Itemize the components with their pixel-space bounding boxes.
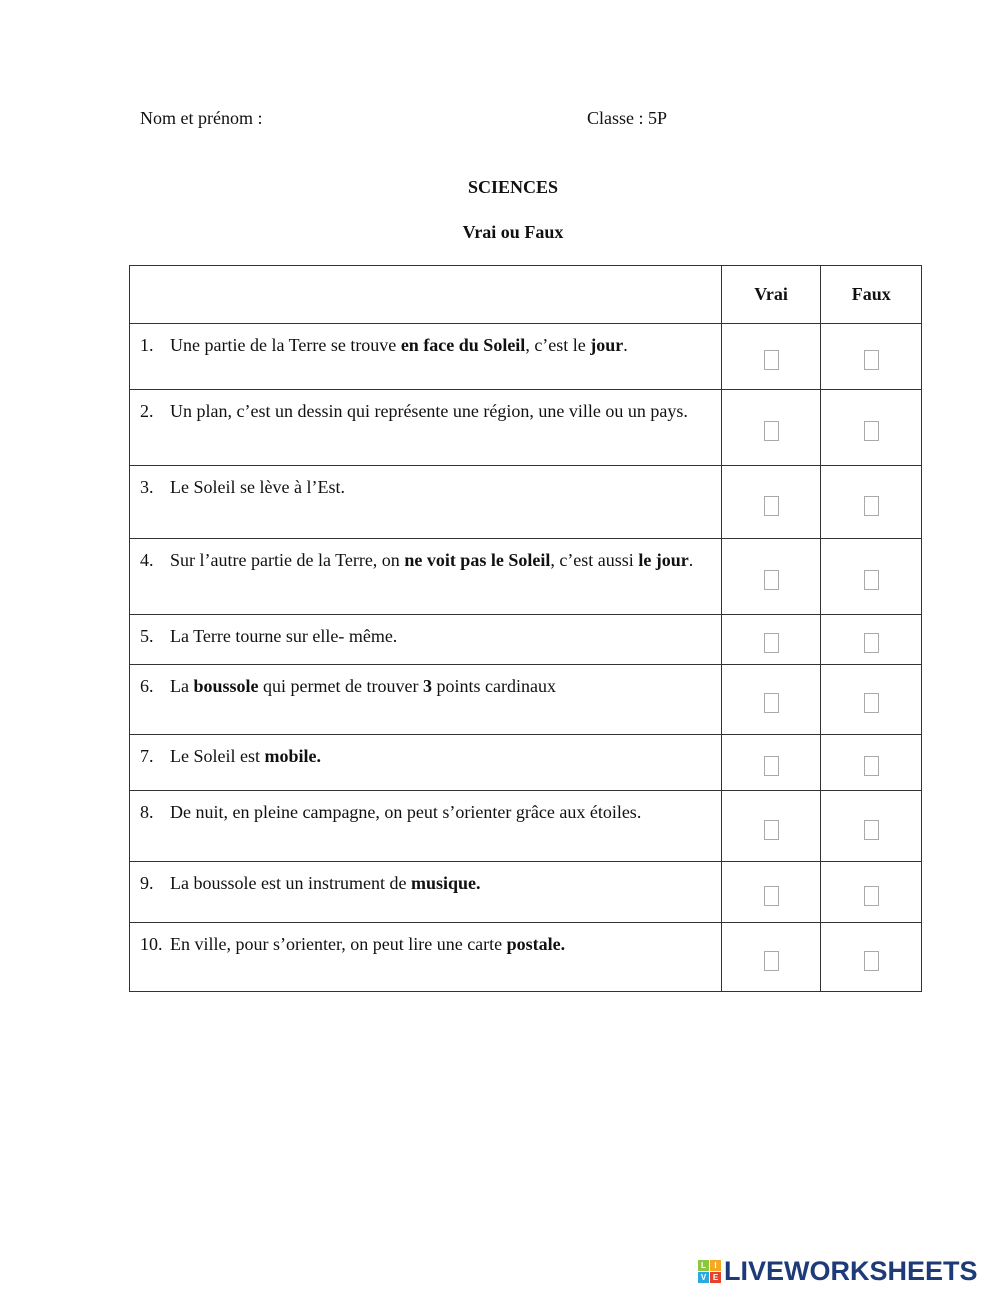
vrai-cell	[721, 615, 821, 665]
statement-number: 3.	[140, 477, 154, 497]
page-subtitle: Vrai ou Faux	[462, 222, 564, 242]
text: .	[623, 335, 628, 355]
table-row	[130, 862, 922, 923]
header-faux: Faux	[821, 266, 922, 324]
vrai-checkbox[interactable]	[764, 496, 779, 516]
class-label: Classe : 5P	[587, 108, 668, 128]
logo-cube-letter: L	[698, 1260, 709, 1271]
statement-cell	[130, 466, 722, 539]
bold-text: musique.	[410, 873, 481, 893]
bold-text: boussole	[193, 676, 259, 696]
vrai-checkbox[interactable]	[764, 350, 779, 370]
statement-text	[170, 547, 700, 574]
vrai-checkbox[interactable]	[764, 951, 779, 971]
faux-checkbox[interactable]	[864, 951, 879, 971]
statement-cell	[130, 923, 722, 992]
statement-text	[170, 474, 700, 501]
text: , c’est aussi	[550, 550, 639, 570]
vrai-checkbox[interactable]	[764, 820, 779, 840]
faux-checkbox[interactable]	[864, 693, 879, 713]
faux-cell	[821, 324, 922, 390]
statement-number: 8.	[140, 802, 154, 822]
statement-text	[170, 743, 700, 770]
vrai-cell	[721, 923, 821, 992]
faux-cell	[821, 665, 922, 735]
vrai-checkbox[interactable]	[764, 756, 779, 776]
text: Un plan, c’est un dessin qui représente une région, une ville ou un pays.	[170, 401, 688, 421]
statement-cell	[130, 735, 722, 791]
faux-checkbox[interactable]	[864, 496, 879, 516]
table-row	[130, 735, 922, 791]
vrai-checkbox[interactable]	[764, 633, 779, 653]
faux-checkbox[interactable]	[864, 421, 879, 441]
vrai-cell	[721, 466, 821, 539]
logo-text: LIVEWORKSHEETS	[724, 1256, 978, 1286]
faux-cell	[821, 466, 922, 539]
table-row	[130, 390, 922, 466]
statement-text	[170, 332, 700, 359]
logo-cube-letter: E	[710, 1272, 721, 1283]
faux-cell	[821, 923, 922, 992]
vrai-checkbox[interactable]	[764, 570, 779, 590]
vrai-checkbox[interactable]	[764, 886, 779, 906]
faux-cell	[821, 862, 922, 923]
text: La Terre tourne sur elle- même.	[170, 626, 398, 646]
faux-cell	[821, 791, 922, 862]
faux-checkbox[interactable]	[864, 820, 879, 840]
header-vrai: Vrai	[721, 266, 821, 324]
text: , c’est le	[525, 335, 591, 355]
vrai-cell	[721, 862, 821, 923]
vrai-cell	[721, 791, 821, 862]
faux-checkbox[interactable]	[864, 633, 879, 653]
statement-number: 5.	[140, 626, 154, 646]
text: En ville, pour s’orienter, on peut lire une carte	[170, 934, 507, 954]
vrai-cell	[721, 665, 821, 735]
vrai-cell	[721, 735, 821, 791]
statement-text	[170, 799, 700, 826]
logo-cube-icon	[698, 1260, 721, 1283]
statement-cell	[130, 665, 722, 735]
logo-cube-letter: V	[698, 1272, 709, 1283]
bold-text: jour	[590, 335, 624, 355]
table-row	[130, 665, 922, 735]
statement-number: 4.	[140, 550, 154, 570]
logo-cube-letter: I	[710, 1260, 721, 1271]
bold-text: en face du Soleil	[400, 335, 526, 355]
bold-text: ne voit pas le Soleil	[404, 550, 551, 570]
statement-cell	[130, 390, 722, 466]
text: Une partie de la Terre se trouve	[170, 335, 401, 355]
statement-text	[170, 870, 700, 897]
statement-number: 9.	[140, 873, 154, 893]
table-row	[130, 791, 922, 862]
statement-cell	[130, 539, 722, 615]
table-row	[130, 615, 922, 665]
table-row	[130, 324, 922, 390]
liveworksheets-logo	[698, 1256, 978, 1287]
text: .	[688, 550, 694, 570]
bold-text: 3	[422, 676, 432, 696]
statement-text	[170, 673, 700, 700]
bold-text: postale.	[506, 934, 566, 954]
text: Sur l’autre partie de la Terre, on	[170, 550, 405, 570]
vrai-checkbox[interactable]	[764, 693, 779, 713]
statement-cell	[130, 615, 722, 665]
faux-cell	[821, 539, 922, 615]
vrai-checkbox[interactable]	[764, 421, 779, 441]
statement-text	[170, 623, 700, 650]
vrai-cell	[721, 324, 821, 390]
statement-number: 2.	[140, 401, 154, 421]
text: La boussole est un instrument de	[170, 873, 411, 893]
text: qui permet de trouver	[258, 676, 423, 696]
table-row	[130, 539, 922, 615]
statement-text	[170, 931, 700, 958]
faux-checkbox[interactable]	[864, 350, 879, 370]
faux-checkbox[interactable]	[864, 756, 879, 776]
true-false-table	[129, 265, 922, 992]
bold-text: mobile.	[264, 746, 321, 766]
header-empty	[130, 266, 722, 324]
statement-number: 7.	[140, 746, 154, 766]
statement-cell	[130, 791, 722, 862]
faux-checkbox[interactable]	[864, 570, 879, 590]
statement-number: 1.	[140, 335, 154, 355]
text: Le Soleil se lève à l’Est.	[170, 477, 345, 497]
text: Le Soleil est	[170, 746, 265, 766]
text: De nuit, en pleine campagne, on peut s’orienter grâce aux étoiles.	[170, 802, 642, 822]
faux-cell	[821, 735, 922, 791]
faux-checkbox[interactable]	[864, 886, 879, 906]
bold-text: le jour	[638, 550, 689, 570]
vrai-cell	[721, 390, 821, 466]
faux-cell	[821, 615, 922, 665]
page-title: SCIENCES	[467, 177, 559, 197]
statement-text	[170, 398, 700, 425]
text: La	[170, 676, 194, 696]
statement-number: 10.	[140, 934, 163, 954]
statement-cell	[130, 324, 722, 390]
name-label: Nom et prénom :	[140, 108, 263, 128]
statement-number: 6.	[140, 676, 154, 696]
table-row	[130, 923, 922, 992]
text: points cardinaux	[431, 676, 556, 696]
faux-cell	[821, 390, 922, 466]
table-row	[130, 466, 922, 539]
statement-cell	[130, 862, 722, 923]
vrai-cell	[721, 539, 821, 615]
